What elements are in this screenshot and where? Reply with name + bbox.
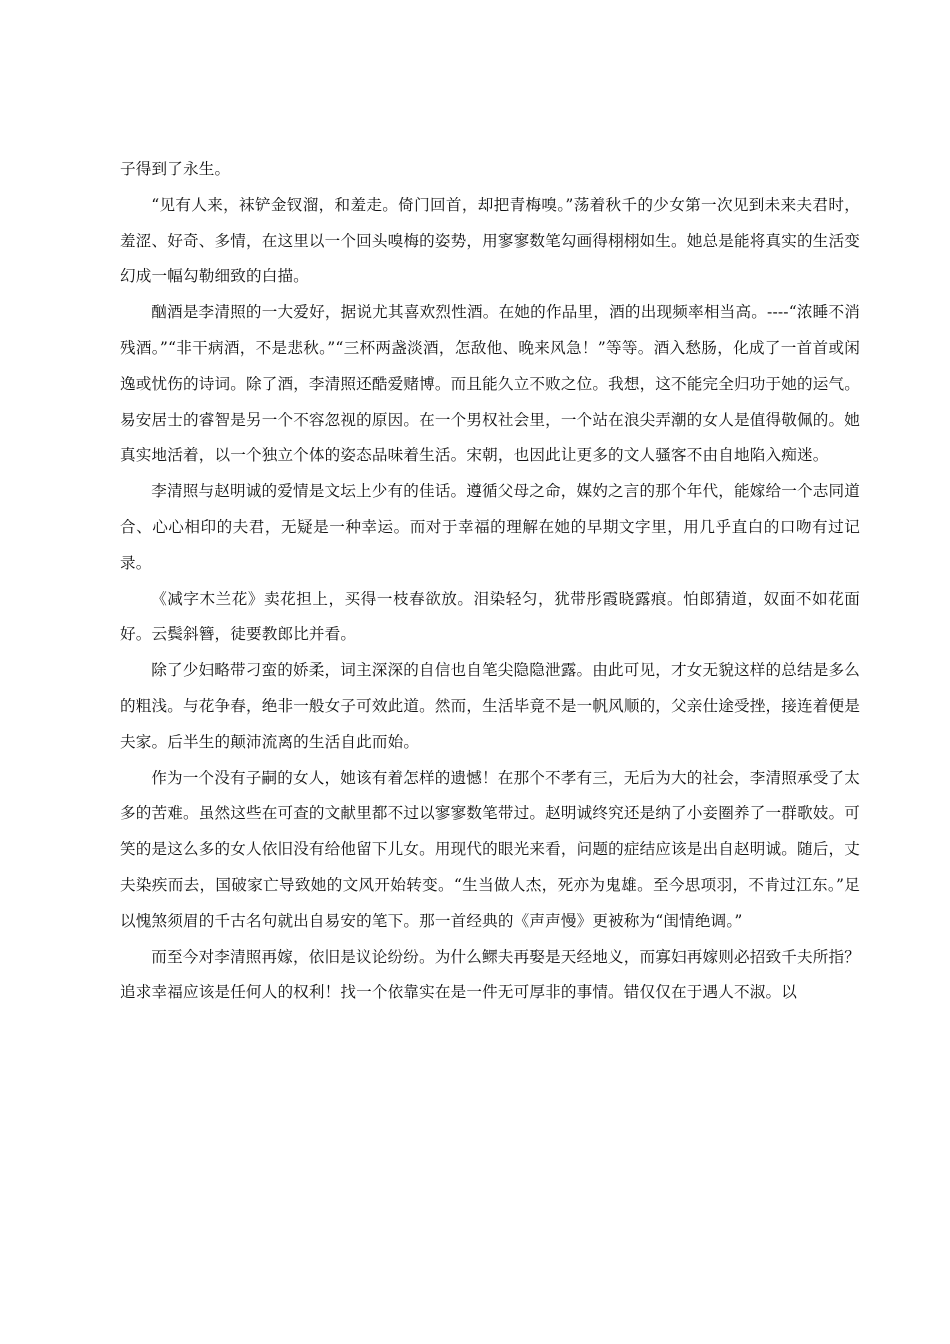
paragraph-8: 而至今对李清照再嫁，依旧是议论纷纷。为什么鳏夫再娶是天经地义，而寡妇再嫁则必招致千夫所指？追求幸福应该是任何人的权利！找一个依靠实在是一件无可厚非的事情。错仅仅在于遇人不淑。以 xyxy=(120,947,860,1002)
paragraph-3: 酗酒是李清照的一大爱好，据说尤其喜欢烈性酒。在她的作品里，酒的出现频率相当高。----“浓睡不消残酒。”“非干病酒，不是悲秋。”“三杯两盏淡酒，怎敌他、晚来风急！”等等。酒入愁肠，化成了一首首或闲逸或忧伤的诗词。除了酒，李清照还酷爱赌博。而且能久立不败之位。我想，这不能完全归功于她的运气。易安居士的睿智是另一个不容忽视的原因。在一个男权社会里，一个站在浪尖弄潮的女人是值得敬佩的。她真实地活着，以一个独立个体的姿态品味着生活。宋朝，也因此让更多的文人骚客不由自地陷入痴迷。 xyxy=(120,303,860,465)
document-body xyxy=(120,152,860,1011)
paragraph-6: 除了少妇略带刁蛮的娇柔，词主深深的自信也自笔尖隐隐泄露。由此可见，才女无貌这样的总结是多么的粗浅。与花争春，绝非一般女子可效此道。然而，生活毕竟不是一帆风顺的，父亲仕途受挫，接连着便是夫家。后半生的颠沛流离的生活自此而始。 xyxy=(120,661,860,751)
paragraph-2: “见有人来，袜铲金钗溜，和羞走。倚门回首，却把青梅嗅。”荡着秋千的少女第一次见到未来夫君时，羞涩、好奇、多情，在这里以一个回头嗅梅的姿势，用寥寥数笔勾画得栩栩如生。她总是能将真实的生活变幻成一幅勾勒细致的白描。 xyxy=(120,195,860,286)
paragraph-5: 《减字木兰花》卖花担上，买得一枝春欲放。泪染轻匀，犹带彤霞晓露痕。怕郎猜道，奴面不如花面好。云鬓斜簪，徒要教郎比并看。 xyxy=(120,589,860,644)
paragraph-4: 李清照与赵明诚的爱情是文坛上少有的佳话。遵循父母之命，媒妁之言的那个年代，能嫁给一个志同道合、心心相印的夫君，无疑是一种幸运。而对于幸福的理解在她的早期文字里，用几乎直白的口吻有过记录。 xyxy=(120,482,860,572)
paragraph-1: 子得到了永生。 xyxy=(120,160,231,178)
paragraph-7: 作为一个没有子嗣的女人，她该有着怎样的遗憾！在那个不孝有三，无后为大的社会，李清照承受了太多的苦难。虽然这些在可查的文献里都不过以寥寥数笔带过。赵明诚终究还是纳了小妾圈养了一群歌妓。可笑的是这么多的女人依旧没有给他留下儿女。用现代的眼光来看，问题的症结应该是出自赵明诚。随后，丈夫染疾而去，国破家亡导致她的文风开始转变。“生当做人杰，死亦为鬼雄。至今思项羽，不肯过江东。”足以愧煞须眉的千古名句就出自易安的笔下。那一首经典的《声声慢》更被称为“闺情绝调。” xyxy=(120,768,860,930)
